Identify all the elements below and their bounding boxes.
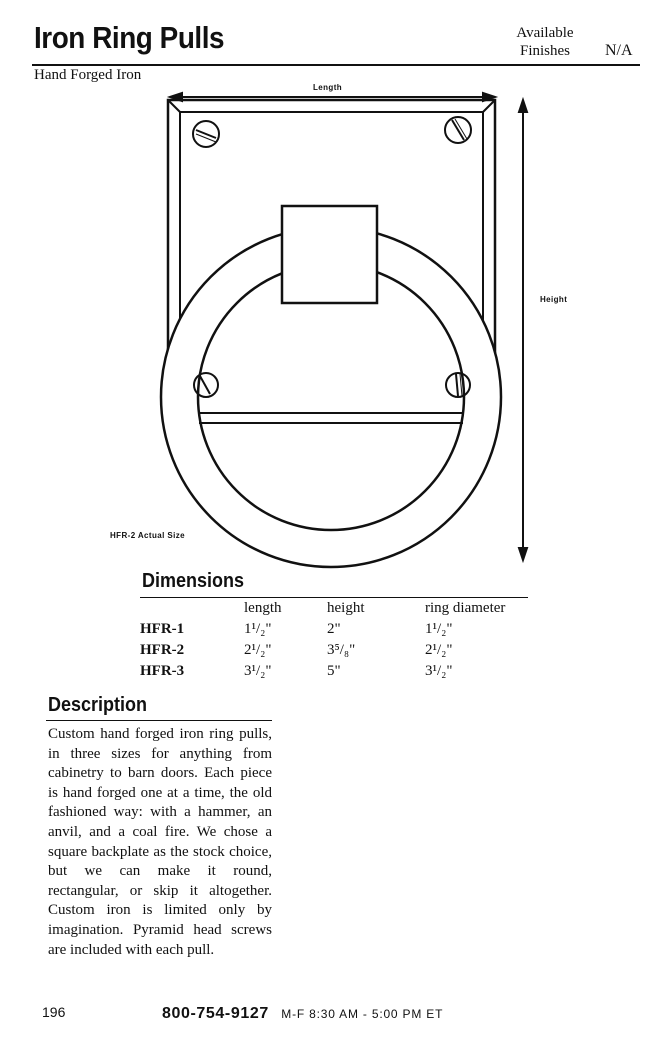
height-cell: 2" xyxy=(327,621,341,637)
page-title: Iron Ring Pulls xyxy=(34,20,225,55)
finishes-value: N/A xyxy=(605,42,633,59)
ring-diameter-cell: 2¹/₂" xyxy=(425,642,453,658)
ring-collar xyxy=(282,206,377,303)
business-hours: M-F 8:30 AM - 5:00 PM ET xyxy=(281,1007,444,1021)
length-label: Length xyxy=(313,83,343,92)
phone-number: 800-754-9127 xyxy=(162,1005,269,1022)
page-number: 196 xyxy=(42,1004,66,1020)
dimensions-title: Dimensions xyxy=(142,570,245,592)
model-cell: HFR-1 xyxy=(140,621,185,637)
length-cell: 3¹/₂" xyxy=(244,663,272,679)
height-arrow xyxy=(519,100,527,560)
height-cell: 5" xyxy=(327,663,341,679)
model-cell: HFR-3 xyxy=(140,663,185,679)
length-cell: 2¹/₂" xyxy=(244,642,272,658)
drawing-caption: HFR-2 Actual Size xyxy=(110,531,185,540)
length-cell: 1¹/₂" xyxy=(244,621,272,637)
description-body: Custom hand forged iron ring pulls, in three sizes for anything from cabinetry to barn doors. Each piece is hand forged one at a time, the old fashioned way: with a hammer, an anvil, and a coal fire. We chose a square backplate as the stock choice, but we can make it round, rectangular, or skip it altogether. Custom iron is limited only by imagination. Pyramid head screws are included with each pull. xyxy=(48,726,272,958)
screw-icon xyxy=(445,117,471,143)
description-rule xyxy=(46,720,272,721)
column-header: length xyxy=(244,600,282,616)
finishes-label-line2: Finishes xyxy=(519,43,570,59)
description-title: Description xyxy=(48,694,148,716)
footer-contact xyxy=(162,1005,443,1023)
screw-icon xyxy=(193,121,219,147)
height-cell: 3⁵/₈" xyxy=(327,642,356,658)
column-header: height xyxy=(327,600,365,616)
page-subtitle: Hand Forged Iron xyxy=(34,67,142,83)
model-cell: HFR-2 xyxy=(140,642,185,658)
finishes-label-line1: Available xyxy=(516,25,574,41)
ring-diameter-cell: 1¹/₂" xyxy=(425,621,453,637)
height-label: Height xyxy=(540,295,568,304)
column-header: ring diameter xyxy=(425,600,506,616)
dimensions-rule xyxy=(140,597,528,598)
ring-diameter-cell: 3¹/₂" xyxy=(425,663,453,679)
